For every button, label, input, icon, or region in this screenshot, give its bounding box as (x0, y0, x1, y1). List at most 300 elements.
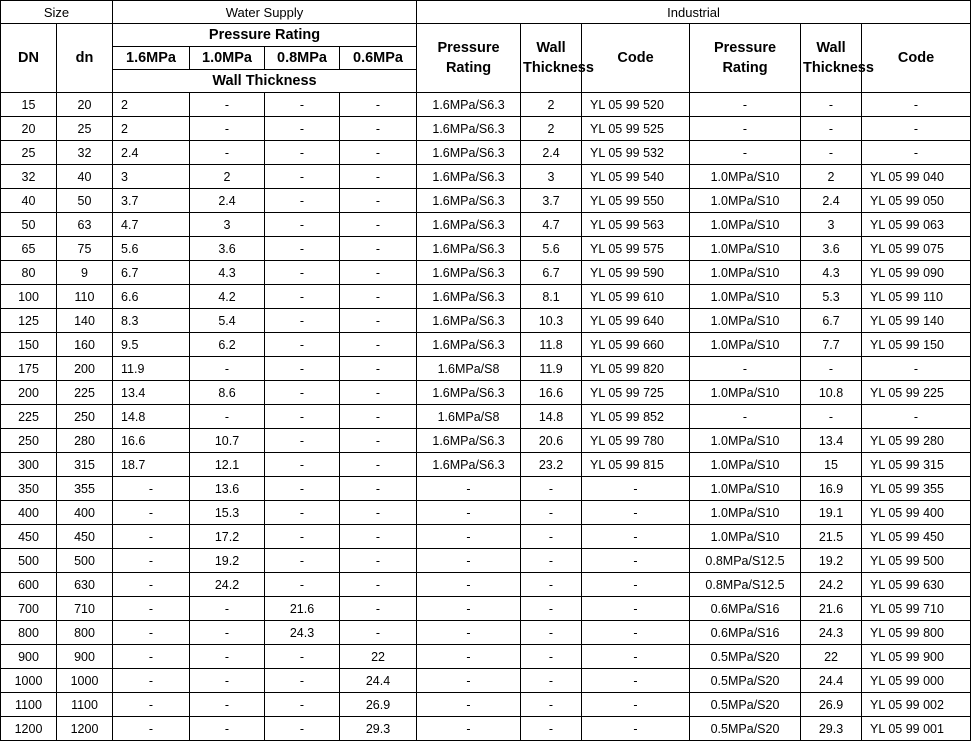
pressure-rating-header: Pressure Rating (113, 24, 417, 47)
cell-dn-upper: 225 (1, 405, 57, 429)
cell-ind-wall-thickness-2: 5.3 (801, 285, 862, 309)
cell-ws-1-0mpa: - (190, 357, 265, 381)
cell-ws-0-6mpa: - (340, 525, 417, 549)
cell-ws-1-0mpa: 4.3 (190, 261, 265, 285)
cell-ws-1-6mpa: - (113, 597, 190, 621)
cell-ws-0-6mpa: - (340, 501, 417, 525)
cell-ind-code: YL 05 99 780 (582, 429, 690, 453)
cell-ws-0-6mpa: - (340, 189, 417, 213)
industrial-wall-thickness-header: Wall Thickness (521, 24, 582, 93)
cell-ws-0-6mpa: - (340, 117, 417, 141)
cell-ind-pressure-rating-2: 1.0MPa/S10 (690, 525, 801, 549)
cell-ind-wall-thickness: 5.6 (521, 237, 582, 261)
cell-dn-upper: 600 (1, 573, 57, 597)
cell-ws-1-6mpa: 8.3 (113, 309, 190, 333)
cell-ind-wall-thickness: 4.7 (521, 213, 582, 237)
industrial-pressure-rating-header: Pressure Rating (417, 24, 521, 93)
cell-ws-1-0mpa: 3 (190, 213, 265, 237)
cell-ws-1-6mpa: 6.6 (113, 285, 190, 309)
table-row (1, 717, 971, 741)
cell-ind-code-2: YL 05 99 355 (862, 477, 971, 501)
cell-ws-1-0mpa: - (190, 141, 265, 165)
cell-ind-pressure-rating-2: 1.0MPa/S10 (690, 477, 801, 501)
cell-ind-code-2: YL 05 99 150 (862, 333, 971, 357)
cell-ind-wall-thickness: - (521, 621, 582, 645)
cell-ws-0-8mpa: - (265, 237, 340, 261)
rating-1-6mpa-header: 1.6MPa (113, 47, 190, 70)
cell-dn-lower: 355 (57, 477, 113, 501)
cell-ind-pressure-rating-2: 0.5MPa/S20 (690, 669, 801, 693)
cell-ind-pressure-rating: 1.6MPa/S6.3 (417, 117, 521, 141)
cell-ind-code-2: - (862, 405, 971, 429)
water-supply-group-header: Water Supply (113, 1, 417, 24)
cell-ind-pressure-rating: 1.6MPa/S6.3 (417, 285, 521, 309)
cell-ind-pressure-rating-2: 0.8MPa/S12.5 (690, 573, 801, 597)
cell-ind-code: - (582, 501, 690, 525)
cell-ws-0-6mpa: - (340, 597, 417, 621)
table-row (1, 117, 971, 141)
cell-dn-upper: 300 (1, 453, 57, 477)
cell-ind-code: YL 05 99 725 (582, 381, 690, 405)
cell-ind-code: YL 05 99 550 (582, 189, 690, 213)
cell-ind-wall-thickness: - (521, 669, 582, 693)
cell-ind-code-2: YL 05 99 000 (862, 669, 971, 693)
table-row (1, 501, 971, 525)
cell-ws-0-6mpa: - (340, 141, 417, 165)
cell-ind-code-2: YL 05 99 063 (862, 213, 971, 237)
cell-ws-0-6mpa: - (340, 477, 417, 501)
cell-ind-wall-thickness: - (521, 645, 582, 669)
industrial-code-header-2: Code (862, 24, 971, 93)
cell-ind-wall-thickness-2: 24.3 (801, 621, 862, 645)
cell-ws-1-0mpa: - (190, 117, 265, 141)
cell-ind-pressure-rating: - (417, 669, 521, 693)
cell-dn-lower: 140 (57, 309, 113, 333)
cell-ind-code: YL 05 99 815 (582, 453, 690, 477)
cell-ind-pressure-rating-2: 1.0MPa/S10 (690, 165, 801, 189)
cell-ind-code-2: - (862, 117, 971, 141)
table-row (1, 309, 971, 333)
cell-ws-1-0mpa: 4.2 (190, 285, 265, 309)
header-group-row (1, 1, 971, 24)
table-row (1, 333, 971, 357)
cell-ind-code-2: YL 05 99 002 (862, 693, 971, 717)
cell-ws-0-6mpa: - (340, 405, 417, 429)
cell-ind-pressure-rating-2: - (690, 357, 801, 381)
cell-ws-0-6mpa: - (340, 333, 417, 357)
cell-ind-pressure-rating: 1.6MPa/S6.3 (417, 333, 521, 357)
cell-dn-upper: 200 (1, 381, 57, 405)
cell-ws-1-0mpa: 15.3 (190, 501, 265, 525)
cell-ws-0-6mpa: - (340, 453, 417, 477)
cell-ind-code: YL 05 99 640 (582, 309, 690, 333)
table-row (1, 549, 971, 573)
cell-ind-pressure-rating: - (417, 573, 521, 597)
cell-ind-code-2: YL 05 99 075 (862, 237, 971, 261)
cell-dn-upper: 20 (1, 117, 57, 141)
cell-ws-0-8mpa: 24.3 (265, 621, 340, 645)
cell-ws-1-6mpa: 16.6 (113, 429, 190, 453)
cell-dn-upper: 350 (1, 477, 57, 501)
cell-ws-1-0mpa: 24.2 (190, 573, 265, 597)
cell-ws-0-6mpa: - (340, 549, 417, 573)
cell-ws-0-8mpa: - (265, 453, 340, 477)
table-body (1, 93, 971, 741)
industrial-code-header: Code (582, 24, 690, 93)
header-pressure-row (1, 24, 971, 47)
cell-ind-code: YL 05 99 660 (582, 333, 690, 357)
table-row (1, 573, 971, 597)
cell-dn-lower: 800 (57, 621, 113, 645)
table-row (1, 141, 971, 165)
cell-dn-upper: 80 (1, 261, 57, 285)
cell-ws-1-6mpa: - (113, 669, 190, 693)
cell-ind-wall-thickness: - (521, 501, 582, 525)
cell-ind-code-2: YL 05 99 800 (862, 621, 971, 645)
cell-ind-code: - (582, 669, 690, 693)
cell-ind-pressure-rating: - (417, 477, 521, 501)
cell-ws-1-6mpa: 2 (113, 93, 190, 117)
cell-ws-0-8mpa: - (265, 573, 340, 597)
cell-ws-0-6mpa: - (340, 285, 417, 309)
cell-ind-code: YL 05 99 540 (582, 165, 690, 189)
cell-dn-upper: 65 (1, 237, 57, 261)
cell-ws-0-6mpa: - (340, 213, 417, 237)
cell-ws-1-6mpa: - (113, 477, 190, 501)
cell-ind-code: YL 05 99 610 (582, 285, 690, 309)
cell-ws-0-8mpa: - (265, 213, 340, 237)
cell-ind-pressure-rating: 1.6MPa/S6.3 (417, 453, 521, 477)
cell-ind-code-2: - (862, 357, 971, 381)
cell-ws-0-6mpa: - (340, 621, 417, 645)
cell-ind-wall-thickness: 11.8 (521, 333, 582, 357)
cell-ind-wall-thickness: 3 (521, 165, 582, 189)
cell-ind-pressure-rating-2: 1.0MPa/S10 (690, 381, 801, 405)
cell-ws-0-8mpa: - (265, 93, 340, 117)
cell-ind-pressure-rating-2: - (690, 93, 801, 117)
cell-dn-upper: 40 (1, 189, 57, 213)
cell-dn-lower: 1200 (57, 717, 113, 741)
cell-ws-1-0mpa: 5.4 (190, 309, 265, 333)
cell-ind-wall-thickness: 23.2 (521, 453, 582, 477)
cell-ws-1-0mpa: 2.4 (190, 189, 265, 213)
cell-ws-0-8mpa: - (265, 141, 340, 165)
cell-dn-lower: 1000 (57, 669, 113, 693)
cell-dn-lower: 630 (57, 573, 113, 597)
industrial-wall-thickness-header-2: Wall Thickness (801, 24, 862, 93)
table-row (1, 669, 971, 693)
cell-ws-0-8mpa: - (265, 333, 340, 357)
cell-dn-upper: 50 (1, 213, 57, 237)
cell-dn-lower: 280 (57, 429, 113, 453)
cell-ind-wall-thickness-2: 22 (801, 645, 862, 669)
cell-ws-0-6mpa: - (340, 309, 417, 333)
cell-ws-1-0mpa: 12.1 (190, 453, 265, 477)
cell-ind-code: YL 05 99 525 (582, 117, 690, 141)
cell-ws-1-0mpa: - (190, 93, 265, 117)
cell-ind-code: - (582, 573, 690, 597)
dn-upper-header: DN (1, 24, 57, 93)
cell-ind-pressure-rating-2: - (690, 405, 801, 429)
cell-ind-wall-thickness-2: 7.7 (801, 333, 862, 357)
cell-ws-0-8mpa: - (265, 501, 340, 525)
cell-ind-wall-thickness-2: 3 (801, 213, 862, 237)
cell-ind-pressure-rating: - (417, 549, 521, 573)
cell-ind-pressure-rating-2: - (690, 141, 801, 165)
cell-ind-pressure-rating: 1.6MPa/S8 (417, 405, 521, 429)
cell-ws-0-6mpa: - (340, 165, 417, 189)
cell-ind-wall-thickness-2: - (801, 117, 862, 141)
cell-ind-code: - (582, 597, 690, 621)
cell-dn-lower: 110 (57, 285, 113, 309)
cell-ind-wall-thickness-2: 29.3 (801, 717, 862, 741)
cell-ind-wall-thickness: - (521, 597, 582, 621)
cell-ws-1-0mpa: 3.6 (190, 237, 265, 261)
table-row (1, 597, 971, 621)
cell-ws-1-0mpa: - (190, 693, 265, 717)
cell-ind-code-2: YL 05 99 500 (862, 549, 971, 573)
cell-ind-code-2: YL 05 99 900 (862, 645, 971, 669)
cell-ind-wall-thickness: - (521, 573, 582, 597)
cell-ind-wall-thickness: 20.6 (521, 429, 582, 453)
table-row (1, 261, 971, 285)
cell-ind-pressure-rating-2: 1.0MPa/S10 (690, 261, 801, 285)
cell-ind-wall-thickness-2: 24.4 (801, 669, 862, 693)
cell-ind-wall-thickness-2: - (801, 93, 862, 117)
cell-ws-1-0mpa: - (190, 405, 265, 429)
cell-ind-code: - (582, 525, 690, 549)
cell-ws-0-8mpa: - (265, 645, 340, 669)
cell-dn-lower: 20 (57, 93, 113, 117)
cell-ws-0-6mpa: 22 (340, 645, 417, 669)
cell-ind-pressure-rating-2: 1.0MPa/S10 (690, 333, 801, 357)
cell-ind-code: - (582, 477, 690, 501)
cell-ind-pressure-rating: 1.6MPa/S6.3 (417, 93, 521, 117)
cell-ws-1-0mpa: 6.2 (190, 333, 265, 357)
cell-ws-0-8mpa: - (265, 357, 340, 381)
cell-ind-wall-thickness: 6.7 (521, 261, 582, 285)
cell-ws-0-8mpa: - (265, 189, 340, 213)
cell-dn-upper: 1200 (1, 717, 57, 741)
cell-dn-upper: 125 (1, 309, 57, 333)
cell-ind-pressure-rating-2: 1.0MPa/S10 (690, 189, 801, 213)
cell-ws-1-6mpa: 14.8 (113, 405, 190, 429)
cell-ws-0-6mpa: - (340, 93, 417, 117)
cell-ind-pressure-rating-2: 1.0MPa/S10 (690, 285, 801, 309)
table-row (1, 285, 971, 309)
cell-ind-pressure-rating: 1.6MPa/S6.3 (417, 165, 521, 189)
rating-1-0mpa-header: 1.0MPa (190, 47, 265, 70)
cell-ind-code-2: YL 05 99 450 (862, 525, 971, 549)
cell-ind-pressure-rating: 1.6MPa/S6.3 (417, 309, 521, 333)
cell-dn-upper: 15 (1, 93, 57, 117)
cell-ind-code: YL 05 99 563 (582, 213, 690, 237)
cell-ind-code-2: YL 05 99 090 (862, 261, 971, 285)
cell-dn-lower: 32 (57, 141, 113, 165)
cell-ind-pressure-rating-2: 1.0MPa/S10 (690, 213, 801, 237)
cell-dn-lower: 25 (57, 117, 113, 141)
cell-ind-wall-thickness: 3.7 (521, 189, 582, 213)
cell-ws-1-6mpa: - (113, 573, 190, 597)
cell-ws-0-8mpa: - (265, 549, 340, 573)
table-row (1, 237, 971, 261)
cell-dn-lower: 315 (57, 453, 113, 477)
cell-ind-wall-thickness: 2 (521, 117, 582, 141)
cell-ind-code-2: YL 05 99 400 (862, 501, 971, 525)
cell-ind-code-2: YL 05 99 110 (862, 285, 971, 309)
cell-ind-pressure-rating: - (417, 717, 521, 741)
cell-ws-1-6mpa: - (113, 525, 190, 549)
cell-ind-code-2: - (862, 93, 971, 117)
cell-ind-code-2: YL 05 99 225 (862, 381, 971, 405)
cell-ind-pressure-rating: 1.6MPa/S6.3 (417, 189, 521, 213)
cell-ind-wall-thickness-2: 19.2 (801, 549, 862, 573)
cell-dn-upper: 100 (1, 285, 57, 309)
cell-ws-0-8mpa: - (265, 693, 340, 717)
cell-dn-lower: 250 (57, 405, 113, 429)
cell-ws-1-6mpa: 3 (113, 165, 190, 189)
table-header (1, 1, 971, 93)
cell-dn-upper: 700 (1, 597, 57, 621)
cell-dn-upper: 900 (1, 645, 57, 669)
table-row (1, 429, 971, 453)
cell-ws-1-6mpa: 13.4 (113, 381, 190, 405)
cell-ind-wall-thickness: 8.1 (521, 285, 582, 309)
cell-dn-lower: 450 (57, 525, 113, 549)
cell-ind-wall-thickness: 11.9 (521, 357, 582, 381)
cell-ind-wall-thickness: - (521, 525, 582, 549)
cell-ind-pressure-rating-2: 1.0MPa/S10 (690, 237, 801, 261)
cell-ind-code: - (582, 693, 690, 717)
cell-ind-pressure-rating-2: - (690, 117, 801, 141)
cell-ind-wall-thickness-2: 13.4 (801, 429, 862, 453)
cell-ind-wall-thickness: - (521, 549, 582, 573)
cell-ws-1-0mpa: - (190, 597, 265, 621)
cell-dn-lower: 50 (57, 189, 113, 213)
size-group-header: Size (1, 1, 113, 24)
cell-ws-1-0mpa: 10.7 (190, 429, 265, 453)
cell-ws-1-6mpa: - (113, 501, 190, 525)
cell-dn-lower: 225 (57, 381, 113, 405)
cell-ind-wall-thickness-2: 24.2 (801, 573, 862, 597)
cell-ind-pressure-rating: - (417, 621, 521, 645)
cell-ind-wall-thickness: 10.3 (521, 309, 582, 333)
cell-ind-wall-thickness-2: 15 (801, 453, 862, 477)
cell-ws-0-6mpa: - (340, 573, 417, 597)
cell-ws-1-6mpa: 11.9 (113, 357, 190, 381)
cell-ws-0-6mpa: 26.9 (340, 693, 417, 717)
cell-ws-1-6mpa: - (113, 693, 190, 717)
table-row (1, 525, 971, 549)
cell-ind-pressure-rating-2: 1.0MPa/S10 (690, 309, 801, 333)
cell-dn-lower: 160 (57, 333, 113, 357)
cell-ind-wall-thickness-2: 21.6 (801, 597, 862, 621)
cell-ind-wall-thickness-2: 26.9 (801, 693, 862, 717)
table-row (1, 453, 971, 477)
cell-dn-upper: 32 (1, 165, 57, 189)
cell-ind-wall-thickness: - (521, 717, 582, 741)
cell-ws-1-0mpa: - (190, 669, 265, 693)
cell-ws-1-0mpa: 19.2 (190, 549, 265, 573)
rating-0-8mpa-header: 0.8MPa (265, 47, 340, 70)
cell-ind-wall-thickness-2: 19.1 (801, 501, 862, 525)
cell-ws-1-6mpa: - (113, 549, 190, 573)
cell-ind-code-2: YL 05 99 001 (862, 717, 971, 741)
cell-ind-code: - (582, 549, 690, 573)
cell-ind-code-2: YL 05 99 140 (862, 309, 971, 333)
cell-ind-wall-thickness-2: 2.4 (801, 189, 862, 213)
cell-ind-code-2: - (862, 141, 971, 165)
cell-ind-pressure-rating-2: 0.5MPa/S20 (690, 693, 801, 717)
cell-ind-pressure-rating: 1.6MPa/S6.3 (417, 213, 521, 237)
table-row (1, 93, 971, 117)
cell-ws-0-6mpa: - (340, 429, 417, 453)
cell-ind-pressure-rating-2: 1.0MPa/S10 (690, 429, 801, 453)
cell-ws-1-6mpa: 4.7 (113, 213, 190, 237)
cell-ind-wall-thickness: - (521, 477, 582, 501)
cell-ind-pressure-rating-2: 0.6MPa/S16 (690, 621, 801, 645)
cell-ws-1-6mpa: - (113, 717, 190, 741)
cell-ind-wall-thickness-2: 16.9 (801, 477, 862, 501)
cell-ind-pressure-rating-2: 0.5MPa/S20 (690, 645, 801, 669)
table-row (1, 645, 971, 669)
cell-ws-1-0mpa: 8.6 (190, 381, 265, 405)
cell-ind-code-2: YL 05 99 710 (862, 597, 971, 621)
cell-dn-upper: 25 (1, 141, 57, 165)
cell-ws-1-6mpa: 18.7 (113, 453, 190, 477)
cell-ws-1-6mpa: 2 (113, 117, 190, 141)
cell-ind-code-2: YL 05 99 280 (862, 429, 971, 453)
cell-ind-wall-thickness-2: 4.3 (801, 261, 862, 285)
cell-ind-wall-thickness-2: 10.8 (801, 381, 862, 405)
cell-ind-wall-thickness: - (521, 693, 582, 717)
table-row (1, 405, 971, 429)
cell-ind-code: - (582, 621, 690, 645)
cell-ind-pressure-rating: - (417, 525, 521, 549)
cell-ind-code: - (582, 717, 690, 741)
cell-ind-code: - (582, 645, 690, 669)
table-row (1, 381, 971, 405)
cell-dn-upper: 450 (1, 525, 57, 549)
table-row (1, 621, 971, 645)
table-row (1, 357, 971, 381)
cell-ws-1-6mpa: 3.7 (113, 189, 190, 213)
cell-ind-pressure-rating-2: 0.6MPa/S16 (690, 597, 801, 621)
cell-ind-code: YL 05 99 852 (582, 405, 690, 429)
cell-ind-pressure-rating: - (417, 645, 521, 669)
cell-dn-lower: 500 (57, 549, 113, 573)
cell-dn-lower: 40 (57, 165, 113, 189)
cell-dn-lower: 200 (57, 357, 113, 381)
table-row (1, 165, 971, 189)
table-row (1, 189, 971, 213)
table-row (1, 477, 971, 501)
cell-ws-0-8mpa: - (265, 285, 340, 309)
cell-ind-pressure-rating: 1.6MPa/S6.3 (417, 141, 521, 165)
cell-ind-code: YL 05 99 590 (582, 261, 690, 285)
cell-ws-1-6mpa: 9.5 (113, 333, 190, 357)
cell-ind-pressure-rating: 1.6MPa/S6.3 (417, 429, 521, 453)
cell-ind-pressure-rating: 1.6MPa/S6.3 (417, 381, 521, 405)
cell-ind-code: YL 05 99 520 (582, 93, 690, 117)
cell-ws-0-8mpa: - (265, 405, 340, 429)
cell-ws-0-8mpa: - (265, 261, 340, 285)
cell-ws-1-0mpa: - (190, 621, 265, 645)
cell-ind-code-2: YL 05 99 630 (862, 573, 971, 597)
cell-ind-wall-thickness-2: - (801, 405, 862, 429)
cell-ind-pressure-rating: 1.6MPa/S6.3 (417, 261, 521, 285)
cell-ws-1-6mpa: 6.7 (113, 261, 190, 285)
